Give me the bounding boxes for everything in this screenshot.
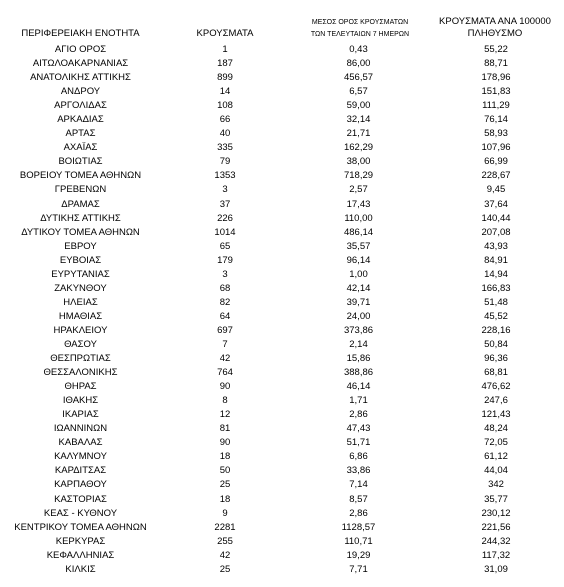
region-cell: ΗΛΕΙΑΣ xyxy=(63,296,98,308)
per-100k-cell: 140,44 xyxy=(481,212,511,224)
header-region-label: ΠΕΡΙΦΕΡΕΙΑΚΗ ΕΝΟΤΗΤΑ xyxy=(21,28,140,39)
table-row xyxy=(0,493,564,507)
region-cell: ΒΟΡΕΙΟΥ ΤΟΜΕΑ ΑΘΗΝΩΝ xyxy=(19,170,142,182)
per-100k-cell: 72,05 xyxy=(484,437,508,449)
cases-cell: 79 xyxy=(219,156,231,168)
region-cell: ΘΕΣΣΑΛΟΝΙΚΗΣ xyxy=(43,367,118,379)
cases-cell: 9 xyxy=(222,507,228,519)
header-per-line1: ΚΡΟΥΣΜΑΤΑ ΑΝΑ 100000 xyxy=(439,16,551,27)
table-row xyxy=(0,324,564,338)
per-100k-cell: 9,45 xyxy=(486,184,506,196)
per-100k-cell: 117,32 xyxy=(481,549,511,561)
per-100k-cell: 111,29 xyxy=(482,100,510,112)
table-row xyxy=(0,268,564,282)
region-cell: ΑΡΓΟΛΙΔΑΣ xyxy=(54,100,107,112)
per-100k-cell: 35,77 xyxy=(484,493,508,505)
region-cell: ΚΑΒΑΛΑΣ xyxy=(58,437,103,449)
per-100k-cell: 107,96 xyxy=(481,142,511,154)
table-row xyxy=(0,507,564,521)
region-cell: ΘΗΡΑΣ xyxy=(64,381,97,393)
cases-cell: 42 xyxy=(219,549,231,561)
region-cell: ΕΒΡΟΥ xyxy=(64,240,97,252)
table-row xyxy=(0,422,564,436)
avg-cell: 2,14 xyxy=(349,339,368,350)
table-row xyxy=(0,155,564,169)
cases-cell: 50 xyxy=(219,465,231,477)
cases-cell: 12 xyxy=(219,409,231,421)
cases-table-body xyxy=(0,43,564,577)
cases-cell: 65 xyxy=(219,240,231,252)
table-row xyxy=(0,563,564,577)
cases-cell: 226 xyxy=(217,212,233,224)
region-cell: ΚΕΦΑΛΛΗΝΙΑΣ xyxy=(46,549,115,561)
cases-cell: 697 xyxy=(217,324,233,336)
table-row xyxy=(0,436,564,450)
per-100k-cell: 43,93 xyxy=(484,240,508,252)
table-row xyxy=(0,99,564,113)
avg-cell: 38,00 xyxy=(346,156,371,168)
table-row xyxy=(0,127,564,141)
avg-cell: 96,14 xyxy=(346,254,371,266)
region-cell: ΙΩΑΝΝΙΝΩΝ xyxy=(53,423,108,435)
avg-cell: 7,14 xyxy=(349,479,368,491)
cases-cell: 42 xyxy=(219,353,231,365)
avg-cell: 24,00 xyxy=(346,310,371,322)
avg-cell: 8,57 xyxy=(349,493,368,505)
table-row xyxy=(0,57,564,71)
header-per-line2: ΠΛΗΘΥΣΜΟ xyxy=(467,28,523,39)
per-100k-cell: 178,96 xyxy=(481,72,511,84)
cases-cell: 82 xyxy=(219,296,231,308)
per-100k-cell: 14,94 xyxy=(484,268,508,280)
avg-cell: 59,00 xyxy=(346,100,371,112)
region-cell: ΕΥΡΥΤΑΝΙΑΣ xyxy=(51,268,110,280)
table-row xyxy=(0,366,564,380)
avg-cell: 42,14 xyxy=(346,282,371,294)
avg-cell: 35,57 xyxy=(346,240,371,252)
region-cell: ΙΘΑΚΗΣ xyxy=(62,395,99,407)
table-row xyxy=(0,310,564,324)
region-cell: ΗΡΑΚΛΕΙΟΥ xyxy=(53,324,108,336)
table-row xyxy=(0,212,564,226)
table-row xyxy=(0,240,564,254)
per-100k-cell: 476,62 xyxy=(481,381,511,393)
table-row xyxy=(0,352,564,366)
avg-cell: 456,57 xyxy=(343,72,374,84)
per-100k-cell: 84,91 xyxy=(484,254,508,266)
region-cell: ΑΓΙΟ ΟΡΟΣ xyxy=(54,44,107,56)
per-100k-cell: 230,12 xyxy=(481,507,511,519)
cases-cell: 7 xyxy=(222,339,228,350)
per-100k-cell: 151,83 xyxy=(481,86,511,98)
table-row xyxy=(0,169,564,183)
region-cell: ΑΝΑΤΟΛΙΚΗΣ ΑΤΤΙΚΗΣ xyxy=(30,72,131,84)
region-cell: ΚΑΡΔΙΤΣΑΣ xyxy=(54,465,107,477)
avg-cell: 33,86 xyxy=(346,465,371,477)
per-100k-cell: 244,32 xyxy=(481,535,511,547)
avg-cell: 86,00 xyxy=(346,58,371,70)
per-100k-cell: 58,93 xyxy=(484,128,508,140)
avg-cell: 2,86 xyxy=(349,507,368,519)
cases-cell: 90 xyxy=(219,381,231,393)
table-row xyxy=(0,282,564,296)
avg-cell: 1,71 xyxy=(349,395,368,407)
cases-cell: 25 xyxy=(219,479,231,491)
avg-cell: 51,71 xyxy=(346,437,371,449)
avg-cell: 46,14 xyxy=(346,381,371,393)
avg-cell: 110,71 xyxy=(344,535,373,547)
per-100k-cell: 342 xyxy=(488,479,504,491)
avg-cell: 1128,57 xyxy=(341,521,376,533)
per-100k-cell: 51,48 xyxy=(484,296,508,308)
cases-cell: 81 xyxy=(219,423,231,435)
cases-cell: 1 xyxy=(222,44,228,56)
cases-cell: 764 xyxy=(217,367,233,379)
cases-cell: 64 xyxy=(219,310,231,322)
table-row xyxy=(0,183,564,197)
per-100k-cell: 228,16 xyxy=(481,324,511,336)
region-cell: ΑΧΑΪΑΣ xyxy=(63,142,98,154)
table-row xyxy=(0,450,564,464)
cases-cell: 25 xyxy=(219,563,231,575)
avg-cell: 388,86 xyxy=(343,367,374,379)
per-100k-cell: 55,22 xyxy=(484,44,508,56)
table-row xyxy=(0,71,564,85)
region-cell: ΚΑΣΤΟΡΙΑΣ xyxy=(54,493,107,505)
per-100k-cell: 228,67 xyxy=(481,170,511,182)
avg-cell: 32,14 xyxy=(346,114,371,126)
cases-cell: 8 xyxy=(222,395,228,407)
header-avg-line1: ΜΕΣΟΣ ΟΡΟΣ ΚΡΟΥΣΜΑΤΩΝ xyxy=(311,19,409,26)
table-row xyxy=(0,394,564,408)
region-cell: ΔΥΤΙΚΗΣ ΑΤΤΙΚΗΣ xyxy=(40,212,121,224)
cases-cell: 179 xyxy=(217,254,233,266)
per-100k-cell: 76,14 xyxy=(484,114,508,126)
region-cell: ΙΚΑΡΙΑΣ xyxy=(62,409,99,421)
per-100k-cell: 88,71 xyxy=(484,58,508,70)
avg-cell: 0,43 xyxy=(349,44,368,56)
cases-cell: 3 xyxy=(222,268,228,280)
table-row xyxy=(0,296,564,310)
cases-cell: 108 xyxy=(217,100,233,112)
avg-cell: 162,29 xyxy=(343,142,374,154)
cases-cell: 68 xyxy=(219,282,231,294)
region-cell: ΚΕΑΣ - ΚΥΘΝΟΥ xyxy=(43,507,118,519)
cases-cell: 3 xyxy=(222,184,228,196)
per-100k-cell: 45,52 xyxy=(484,310,508,322)
avg-cell: 6,57 xyxy=(349,86,368,98)
region-cell: ΚΙΛΚΙΣ xyxy=(65,563,96,575)
region-cell: ΘΑΣΟΥ xyxy=(64,339,97,350)
table-row xyxy=(0,141,564,155)
table-row xyxy=(0,198,564,212)
cases-cell: 14 xyxy=(219,86,231,98)
cases-cell: 18 xyxy=(219,493,231,505)
avg-cell: 110,00 xyxy=(344,212,373,224)
avg-cell: 19,29 xyxy=(346,549,371,561)
per-100k-cell: 50,84 xyxy=(484,339,508,350)
region-cell: ΕΥΒΟΙΑΣ xyxy=(59,254,102,266)
region-cell: ΚΑΛΥΜΝΟΥ xyxy=(54,451,107,463)
per-100k-cell: 37,64 xyxy=(484,198,508,210)
avg-cell: 486,14 xyxy=(343,226,374,238)
region-cell: ΗΜΑΘΙΑΣ xyxy=(58,310,103,322)
per-100k-cell: 44,04 xyxy=(484,465,508,477)
table-row xyxy=(0,549,564,563)
per-100k-cell: 207,08 xyxy=(481,226,511,238)
per-100k-cell: 66,99 xyxy=(484,156,508,168)
header-seven-day-average xyxy=(290,17,430,41)
cases-cell: 335 xyxy=(217,142,233,154)
avg-cell: 21,71 xyxy=(346,128,371,140)
table-row xyxy=(0,226,564,240)
region-cell: ΔΡΑΜΑΣ xyxy=(61,198,100,210)
table-row xyxy=(0,338,564,352)
per-100k-cell: 48,24 xyxy=(484,423,508,435)
avg-cell: 1,00 xyxy=(349,268,368,280)
per-100k-cell: 96,36 xyxy=(484,353,508,365)
region-cell: ΖΑΚΥΝΘΟΥ xyxy=(54,282,107,294)
table-row xyxy=(0,380,564,394)
region-cell: ΚΕΡΚΥΡΑΣ xyxy=(55,535,106,547)
header-cases-per-100k xyxy=(428,16,562,40)
table-row xyxy=(0,478,564,492)
table-row xyxy=(0,43,564,57)
cases-cell: 90 xyxy=(219,437,231,449)
avg-cell: 373,86 xyxy=(343,324,374,336)
avg-cell: 17,43 xyxy=(346,198,371,210)
per-100k-cell: 221,56 xyxy=(481,521,511,533)
table-row xyxy=(0,521,564,535)
region-cell: ΚΑΡΠΑΘΟΥ xyxy=(54,479,107,491)
cases-cell: 1014 xyxy=(214,226,236,238)
per-100k-cell: 247,6 xyxy=(484,395,508,407)
header-cases-label: ΚΡΟΥΣΜΑΤΑ xyxy=(196,28,254,39)
cases-cell: 187 xyxy=(217,58,233,70)
cases-cell: 37 xyxy=(219,198,231,210)
cases-cell: 66 xyxy=(219,114,231,126)
header-cases xyxy=(180,29,270,39)
table-row xyxy=(0,113,564,127)
cases-cell: 2281 xyxy=(214,521,236,533)
region-cell: ΒΟΙΩΤΙΑΣ xyxy=(58,156,103,168)
table-row xyxy=(0,464,564,478)
region-cell: ΘΕΣΠΡΩΤΙΑΣ xyxy=(50,353,111,365)
table-row xyxy=(0,254,564,268)
avg-cell: 2,86 xyxy=(349,409,368,421)
avg-cell: 2,57 xyxy=(349,184,368,196)
avg-cell: 6,86 xyxy=(349,451,368,463)
avg-cell: 15,86 xyxy=(346,353,371,365)
avg-cell: 39,71 xyxy=(346,296,371,308)
per-100k-cell: 166,83 xyxy=(481,282,511,294)
avg-cell: 47,43 xyxy=(346,423,371,435)
cases-cell: 40 xyxy=(219,128,231,140)
region-cell: ΑΝΔΡΟΥ xyxy=(60,86,101,98)
cases-cell: 18 xyxy=(219,451,231,463)
region-cell: ΔΥΤΙΚΟΥ ΤΟΜΕΑ ΑΘΗΝΩΝ xyxy=(21,226,140,238)
per-100k-cell: 61,12 xyxy=(484,451,508,463)
region-cell: ΑΙΤΩΛΟΑΚΑΡΝΑΝΙΑΣ xyxy=(32,58,129,70)
table-row xyxy=(0,535,564,549)
cases-cell: 1353 xyxy=(214,170,236,182)
region-cell: ΓΡΕΒΕΝΩΝ xyxy=(54,184,107,196)
table-row xyxy=(0,408,564,422)
region-cell: ΑΡΚΑΔΙΑΣ xyxy=(57,114,104,126)
per-100k-cell: 68,81 xyxy=(484,367,508,379)
avg-cell: 7,71 xyxy=(349,563,368,575)
table-row xyxy=(0,85,564,99)
header-region xyxy=(0,29,161,39)
per-100k-cell: 31,09 xyxy=(484,563,508,575)
region-cell: ΚΕΝΤΡΙΚΟΥ ΤΟΜΕΑ ΑΘΗΝΩΝ xyxy=(14,521,147,533)
region-cell: ΑΡΤΑΣ xyxy=(65,128,96,140)
cases-table xyxy=(0,43,564,577)
per-100k-cell: 121,43 xyxy=(481,409,511,421)
cases-cell: 255 xyxy=(217,535,233,547)
cases-cell: 899 xyxy=(217,72,233,84)
avg-cell: 718,29 xyxy=(343,170,374,182)
header-avg-line2: ΤΩΝ ΤΕΛΕΥΤΑΙΩΝ 7 ΗΜΕΡΩΝ xyxy=(310,31,410,38)
